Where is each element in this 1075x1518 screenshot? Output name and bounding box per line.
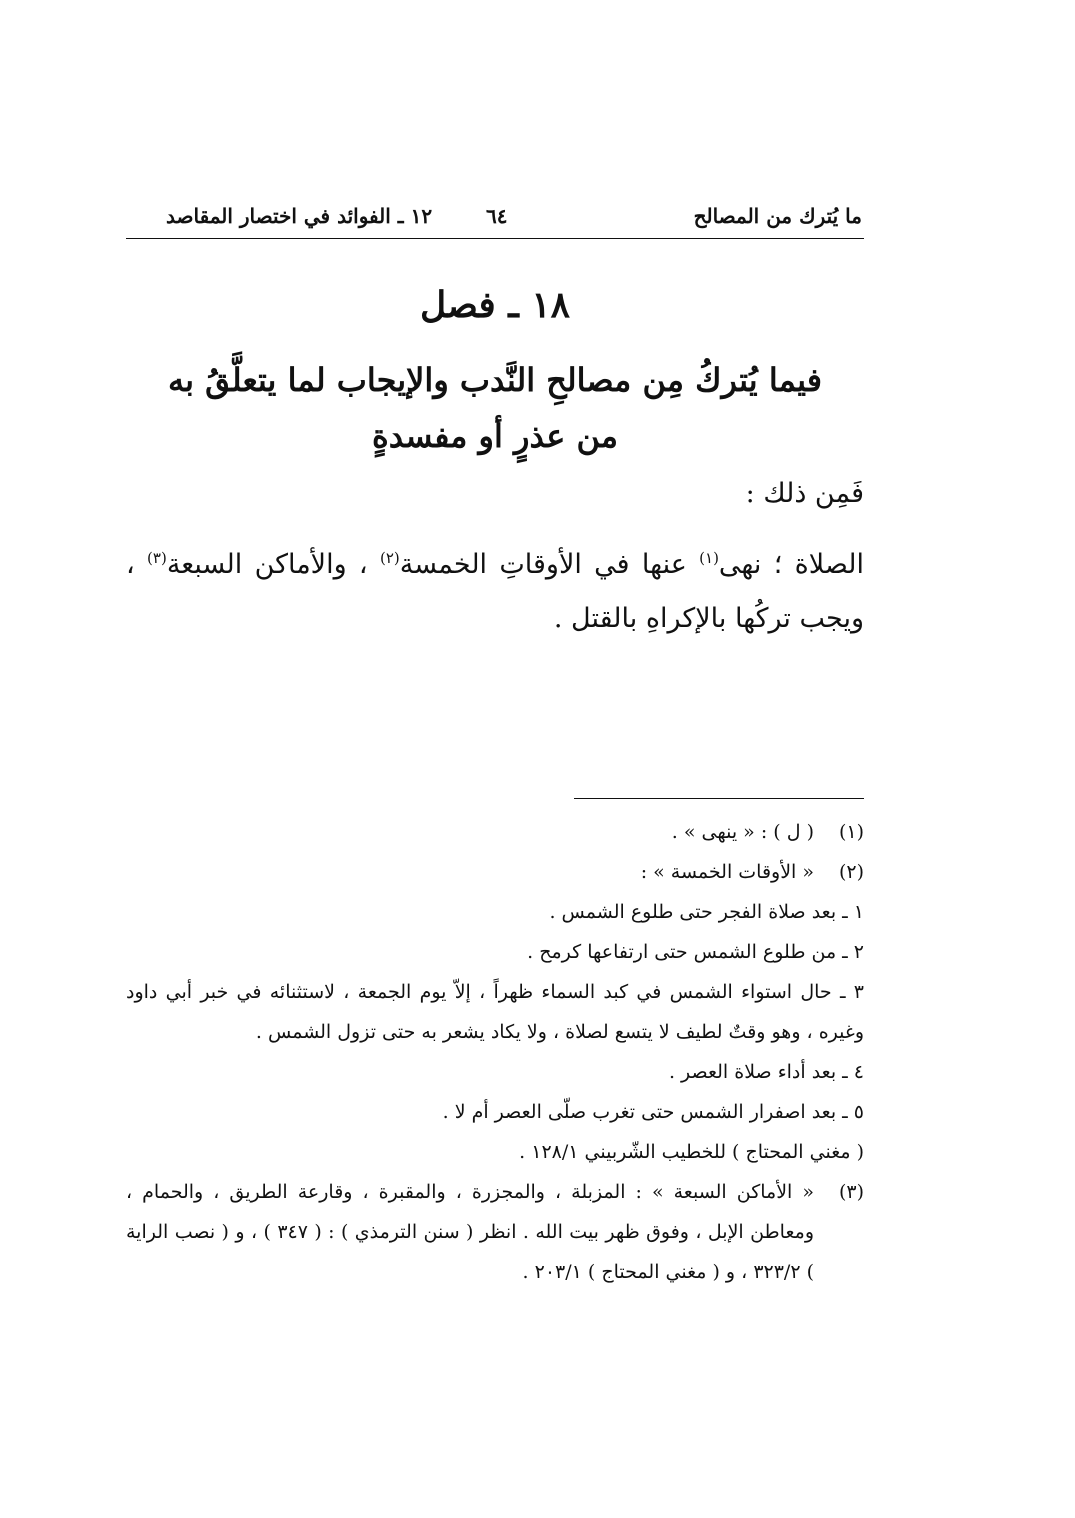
list-item: ( مغني المحتاج ) للخطيب الشّربيني ١٢٨/١ . <box>519 1141 864 1163</box>
book-page <box>126 0 864 1518</box>
body-text-part-2: عنها في الأوقاتِ الخمسة <box>399 549 700 580</box>
footnote-text: « الأماكن السبعة » : المزبلة ، والمجزرة ، والمقبرة ، وقارعة الطريق ، والحمام ، ومعاطن الإبل ، وفوق ظهر بيت الله . انظر ( سنن الترمذي ) : ( ٣٤٧ ) ، و ( نصب الراية ) ٣٢٣/٢ ، و ( مغني المحتاج ) ٢٠٣/١ . <box>126 1181 814 1283</box>
footnote-ref-1: (١) <box>699 549 719 567</box>
body-text-part-4: ، ويجب تركُها بالإكراهِ بالقتل . <box>126 549 864 634</box>
page-number: ٦٤ <box>486 204 508 228</box>
footnote-separator <box>574 798 864 799</box>
body-text-part-1: الصلاة ؛ نهى <box>718 549 864 580</box>
body-text-part-3: ، والأماكن السبعة <box>166 549 380 580</box>
list-item: ٢ ـ من طلوع الشمس حتى ارتفاعها كرمح . <box>527 941 864 963</box>
footnote-2 <box>126 852 864 892</box>
footnote-ref-3: (٣) <box>147 549 167 567</box>
running-header-section-title: ما يُترك من المصالح <box>693 204 862 228</box>
chapter-subtitle-line-1: فيما يُتركُ مِن مصالحِ النَّدب والإيجاب لما يتعلَّقُ به <box>167 361 823 399</box>
footnote-1 <box>126 812 864 852</box>
chapter-subtitle <box>126 352 864 464</box>
list-item: ٤ ـ بعد أداء صلاة العصر . <box>668 1061 864 1083</box>
footnote-ref-2: (٢) <box>379 549 400 567</box>
header-rule <box>126 238 864 239</box>
footnotes <box>126 812 864 1292</box>
footnote-2-list <box>126 892 864 1172</box>
chapter-title: ١٨ ـ فصل <box>420 284 570 326</box>
running-header <box>126 200 864 240</box>
chapter-subtitle-line-2: من عذرٍ أو مفسدةٍ <box>371 417 619 455</box>
body-paragraph <box>126 538 864 646</box>
footnote-number: (١) <box>838 821 864 843</box>
list-item: ٣ ـ حال استواء الشمس في كبد السماء ظهراً ، إلاّ يوم الجمعة ، لاستثنائه في خبر أبي داود وغيره ، وهو وقتٌ لطيف لا يتسع لصلاة ، ولا يكاد يشعر به حتى تزول الشمس . <box>126 981 864 1043</box>
intro-text: فَمِن ذلك : <box>745 478 864 509</box>
list-item: ١ ـ بعد صلاة الفجر حتى طلوع الشمس . <box>549 901 864 923</box>
footnote-3 <box>126 1172 864 1292</box>
footnote-number: (٣) <box>838 1181 864 1203</box>
list-item: ٥ ـ بعد اصفرار الشمس حتى تغرب صلّى العصر أم لا . <box>442 1101 864 1123</box>
running-header-book-title: ١٢ ـ الفوائد في اختصار المقاصد <box>166 204 433 228</box>
footnote-number: (٢) <box>838 861 864 883</box>
footnote-text: ( ل ) : « ينهى » . <box>671 821 814 843</box>
footnote-text: « الأوقات الخمسة » : <box>640 861 814 883</box>
